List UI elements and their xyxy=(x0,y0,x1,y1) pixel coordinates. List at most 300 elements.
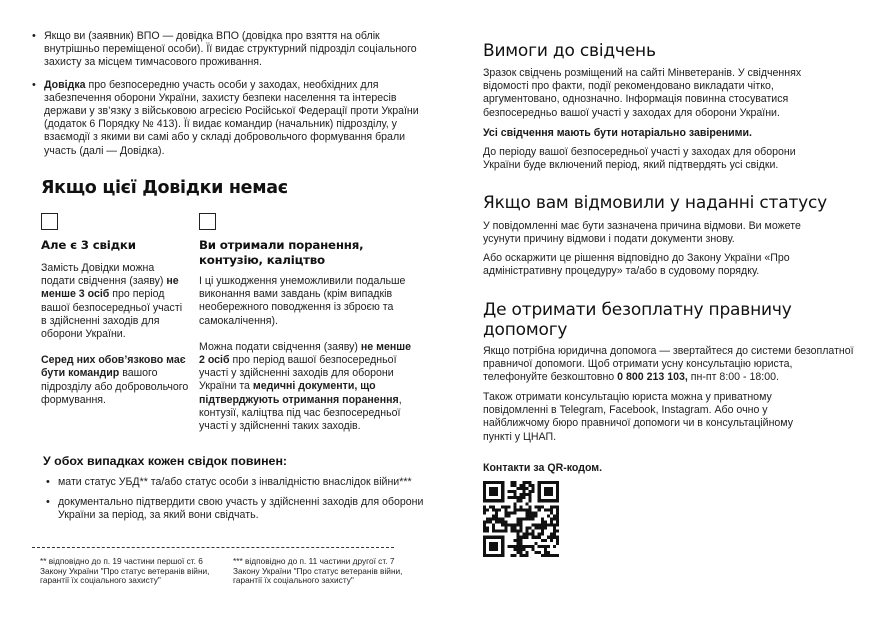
qr-module xyxy=(519,505,522,508)
qr-module xyxy=(556,505,559,508)
qr-module xyxy=(495,548,498,551)
qr-module xyxy=(486,481,489,484)
qr-module xyxy=(495,542,498,545)
section-title-no-dovidka: Якщо цієї Довідки немає xyxy=(41,178,288,198)
qr-module xyxy=(483,521,486,524)
qr-module xyxy=(501,524,504,527)
option-witnesses-p2-text: вашого підрозділу або добровольчого формування. xyxy=(41,367,189,406)
qr-module xyxy=(483,527,486,530)
witness-bullet-document-text: документально підтвердити свою участь у здійсненні заходів для оборони України за період, за який вони свідчать. xyxy=(58,496,424,522)
qr-module xyxy=(526,493,529,496)
qr-module xyxy=(553,505,556,508)
qr-module xyxy=(544,493,547,496)
qr-module xyxy=(532,517,535,520)
qr-module xyxy=(516,487,519,490)
qr-module xyxy=(556,554,559,557)
option-witnesses-p1-bold: не менше 3 осіб xyxy=(41,275,179,301)
qr-module xyxy=(519,545,522,548)
qr-module xyxy=(541,545,544,548)
qr-module xyxy=(541,499,544,502)
qr-module xyxy=(529,517,532,520)
qr-module xyxy=(532,524,535,527)
qr-module xyxy=(556,530,559,533)
qr-module xyxy=(489,493,492,496)
qr-module xyxy=(523,517,526,520)
qr-module xyxy=(526,502,529,505)
qr-module xyxy=(535,551,538,554)
qr-module xyxy=(535,527,538,530)
qr-module xyxy=(483,545,486,548)
qr-module xyxy=(483,539,486,542)
qr-module xyxy=(519,536,522,539)
qr-module xyxy=(529,499,532,502)
qr-module xyxy=(541,527,544,530)
qr-module xyxy=(519,496,522,499)
option-witnesses-p1 xyxy=(41,262,189,341)
qr-module xyxy=(523,490,526,493)
qr-module xyxy=(538,487,541,490)
qr-module xyxy=(553,536,556,539)
qr-module xyxy=(553,481,556,484)
qr-module xyxy=(523,487,526,490)
qr-module xyxy=(529,505,532,508)
qr-module xyxy=(492,487,495,490)
qr-module xyxy=(495,490,498,493)
qr-module xyxy=(498,521,501,524)
qr-module xyxy=(483,508,486,511)
qr-module xyxy=(501,505,504,508)
qr-module xyxy=(523,493,526,496)
qr-module xyxy=(510,511,513,514)
qr-module xyxy=(507,524,510,527)
qr-module xyxy=(523,554,526,557)
qr-module xyxy=(513,505,516,508)
qr-module xyxy=(550,517,553,520)
option-witnesses xyxy=(41,238,191,407)
qr-module xyxy=(538,490,541,493)
qr-module xyxy=(538,484,541,487)
qr-module xyxy=(523,508,526,511)
qr-module xyxy=(544,527,547,530)
legal-aid-p1 xyxy=(483,345,858,385)
qr-module xyxy=(519,554,522,557)
qr-module xyxy=(489,521,492,524)
qr-module xyxy=(489,536,492,539)
qr-module xyxy=(498,517,501,520)
qr-module xyxy=(556,493,559,496)
qr-module xyxy=(538,508,541,511)
qr-module xyxy=(513,508,516,511)
qr-module xyxy=(526,536,529,539)
qr-module xyxy=(513,548,516,551)
qr-module xyxy=(483,493,486,496)
qr-module xyxy=(495,517,498,520)
qr-module xyxy=(495,493,498,496)
qr-module xyxy=(532,484,535,487)
qr-module xyxy=(535,505,538,508)
option-injury-p2-c: про період вашої безпосередньої участі у здійсненні заходів для оборони України та xyxy=(199,354,397,393)
qr-module xyxy=(519,484,522,487)
qr-module xyxy=(550,487,553,490)
qr-module xyxy=(535,514,538,517)
qr-module xyxy=(538,527,541,530)
qr-module xyxy=(495,536,498,539)
qr-module xyxy=(489,517,492,520)
option-witnesses-title: Але є 3 свідки xyxy=(41,238,136,252)
qr-module xyxy=(486,521,489,524)
qr-module xyxy=(535,542,538,545)
qr-module xyxy=(489,499,492,502)
qr-module xyxy=(501,542,504,545)
qr-module xyxy=(544,499,547,502)
qr-module xyxy=(513,527,516,530)
requirements-title: Вимоги до свідчень xyxy=(483,41,656,61)
qr-module xyxy=(489,554,492,557)
qr-module xyxy=(535,524,538,527)
refusal-title: Якщо вам відмовили у наданні статусу xyxy=(483,193,828,213)
qr-module xyxy=(492,490,495,493)
qr-module xyxy=(519,551,522,554)
qr-module xyxy=(547,490,550,493)
qr-module xyxy=(544,524,547,527)
qr-module xyxy=(544,487,547,490)
qr-module xyxy=(483,487,486,490)
qr-module xyxy=(519,530,522,533)
qr-module xyxy=(507,514,510,517)
qr-module xyxy=(504,505,507,508)
qr-module xyxy=(516,524,519,527)
qr-module xyxy=(489,487,492,490)
qr-module xyxy=(556,490,559,493)
qr-module xyxy=(504,508,507,511)
qr-module xyxy=(538,551,541,554)
qr-module xyxy=(538,536,541,539)
qr-module xyxy=(519,539,522,542)
requirements-notary: Усі свідчення мають бути нотаріально завіреними. xyxy=(483,127,752,139)
qr-module xyxy=(516,536,519,539)
qr-module xyxy=(495,521,498,524)
qr-module xyxy=(553,514,556,517)
option-injury-p2-b: не менше 2 осіб xyxy=(199,340,411,367)
qr-module xyxy=(538,499,541,502)
qr-module xyxy=(541,533,544,536)
qr-module xyxy=(495,530,498,533)
requirements-p3: До періоду вашої безпосередньої участі у заходах для оборони України буде включений період, який підтвердять усі свідки. xyxy=(483,146,796,172)
qr-module xyxy=(492,524,495,527)
qr-module xyxy=(495,554,498,557)
witness-bullet-status xyxy=(44,476,424,489)
qr-module xyxy=(513,539,516,542)
qr-module xyxy=(556,484,559,487)
qr-module xyxy=(510,484,513,487)
qr-module xyxy=(556,536,559,539)
qr-module xyxy=(492,493,495,496)
qr-module xyxy=(523,496,526,499)
qr-module xyxy=(495,487,498,490)
qr-module xyxy=(547,487,550,490)
qr-module xyxy=(513,496,516,499)
qr-module xyxy=(486,536,489,539)
qr-module xyxy=(489,545,492,548)
qr-module xyxy=(519,517,522,520)
intro-bullet-vpo xyxy=(30,30,420,70)
qr-module xyxy=(501,554,504,557)
qr-module xyxy=(510,490,513,493)
qr-module xyxy=(556,524,559,527)
qr-module xyxy=(486,530,489,533)
qr-module xyxy=(492,505,495,508)
qr-module xyxy=(498,536,501,539)
qr-module xyxy=(547,508,550,511)
qr-module xyxy=(495,514,498,517)
qr-module xyxy=(492,530,495,533)
qr-module xyxy=(492,514,495,517)
qr-module xyxy=(495,545,498,548)
qr-module xyxy=(501,493,504,496)
option-witnesses-p2-bold: Серед них обов’язково має бути командир xyxy=(41,354,186,380)
qr-module xyxy=(547,524,550,527)
qr-module xyxy=(553,533,556,536)
qr-module xyxy=(483,496,486,499)
qr-module xyxy=(519,527,522,530)
qr-module xyxy=(538,545,541,548)
qr-module xyxy=(547,551,550,554)
qr-module xyxy=(553,545,556,548)
qr-module xyxy=(498,530,501,533)
qr-module xyxy=(529,533,532,536)
qr-module xyxy=(510,481,513,484)
qr-module xyxy=(529,493,532,496)
qr-module xyxy=(483,484,486,487)
qr-module xyxy=(492,542,495,545)
qr-module xyxy=(519,493,522,496)
qr-module xyxy=(556,496,559,499)
qr-module xyxy=(507,496,510,499)
qr-module xyxy=(489,481,492,484)
qr-module xyxy=(529,484,532,487)
qr-module xyxy=(507,545,510,548)
qr-module xyxy=(538,533,541,536)
checkbox-option-injury[interactable] xyxy=(199,213,216,230)
qr-module xyxy=(513,524,516,527)
qr-module xyxy=(501,499,504,502)
qr-module xyxy=(547,481,550,484)
qr-module xyxy=(504,527,507,530)
qr-module xyxy=(501,521,504,524)
qr-module xyxy=(550,505,553,508)
qr-module xyxy=(510,545,513,548)
refusal-p1: У повідомленні має бути зазначена причина відмови. Ви можете усунути причину відмови і подати документи знову. xyxy=(483,220,801,246)
qr-module xyxy=(483,551,486,554)
qr-module xyxy=(495,511,498,514)
qr-module xyxy=(526,487,529,490)
qr-module xyxy=(538,505,541,508)
qr-module xyxy=(526,530,529,533)
qr-module xyxy=(553,530,556,533)
qr-module xyxy=(510,524,513,527)
qr-module xyxy=(486,527,489,530)
qr-module xyxy=(486,508,489,511)
qr-module xyxy=(556,521,559,524)
qr-module xyxy=(547,554,550,557)
qr-module xyxy=(486,554,489,557)
qr-module xyxy=(489,505,492,508)
qr-module xyxy=(523,484,526,487)
qr-module xyxy=(556,511,559,514)
qr-module xyxy=(492,554,495,557)
qr-module xyxy=(504,521,507,524)
qr-module xyxy=(529,496,532,499)
witness-title: У обох випадках кожен свідок повинен: xyxy=(43,454,288,468)
qr-module xyxy=(489,542,492,545)
qr-module xyxy=(507,505,510,508)
qr-module xyxy=(535,536,538,539)
qr-module xyxy=(553,499,556,502)
legal-aid-hours: пн-пт 8:00 - 18:00. xyxy=(687,371,779,384)
qr-module xyxy=(504,514,507,517)
qr-module xyxy=(516,545,519,548)
qr-code-icon[interactable] xyxy=(483,481,559,557)
option-injury-p2-a: Можна подати свідчення (заяву) xyxy=(199,340,361,353)
qr-module xyxy=(492,548,495,551)
option-injury-p1: І ці ушкодження унеможливили подальше виконання вами завдань (крім випадків необережного поводження із зброєю та самокалічення). xyxy=(199,275,406,327)
requirements-p1: Зразок свідчень розміщений на сайті Мінветеранів. У свідченнях відомості про факти, події рекомендовано викладати чітко, аргументовано, однозначно. Інформація повинна стосуватися безпосередньо вашої участі у заходах для оборони України. xyxy=(483,67,802,119)
qr-module xyxy=(556,508,559,511)
qr-module xyxy=(519,524,522,527)
qr-module xyxy=(538,493,541,496)
qr-module xyxy=(486,499,489,502)
qr-module xyxy=(538,481,541,484)
qr-module xyxy=(556,499,559,502)
legal-aid-p1-text: Якщо потрібна юридична допомога — звертайтеся до системи безоплатної правничої допомоги. Щоб отримати усну консультацію юриста, телефонуйте безкоштовно xyxy=(483,345,854,384)
option-injury-p2-d: медичні документи, що підтверджують отримання поранення xyxy=(199,380,399,406)
qr-module xyxy=(544,545,547,548)
qr-module xyxy=(513,545,516,548)
option-injury xyxy=(199,238,429,433)
qr-module xyxy=(532,530,535,533)
qr-module xyxy=(513,511,516,514)
qr-module xyxy=(529,511,532,514)
qr-module xyxy=(550,539,553,542)
footnote-ubd: ** відповідно до п. 19 частини першої ст. 6 Закону України "Про статус ветеранів війни, гарантії їх соціального захисту" xyxy=(40,556,210,586)
option-injury-p2-e: , контузії, каліцтва під час безпосередньої участі у здійсненні таких заходів. xyxy=(199,393,402,433)
intro-bullet-vpo-text: Якщо ви (заявник) ВПО — довідка ВПО (довідка про взяття на облік внутрішньо переміщеної особи). Її видає структурний підрозділ соціального захисту за місцем тимчасового проживання. xyxy=(44,30,417,69)
qr-module xyxy=(550,481,553,484)
qr-module xyxy=(483,490,486,493)
qr-module xyxy=(526,517,529,520)
qr-module xyxy=(483,505,486,508)
legal-aid-phone[interactable]: 0 800 213 103, xyxy=(617,371,688,384)
qr-module xyxy=(550,490,553,493)
option-witnesses-p1-text: Замість Довідки можна подати свідчення (заяву) xyxy=(41,262,167,288)
qr-module xyxy=(501,539,504,542)
qr-module xyxy=(544,521,547,524)
qr-module xyxy=(553,524,556,527)
qr-module xyxy=(526,533,529,536)
qr-module xyxy=(556,481,559,484)
qr-module xyxy=(513,481,516,484)
intro-bullet-list xyxy=(30,30,420,158)
qr-module xyxy=(501,545,504,548)
qr-module xyxy=(483,548,486,551)
qr-module xyxy=(550,533,553,536)
qr-module xyxy=(492,508,495,511)
qr-module xyxy=(516,508,519,511)
qr-module xyxy=(501,536,504,539)
qr-module xyxy=(541,481,544,484)
qr-module xyxy=(501,517,504,520)
qr-module xyxy=(556,517,559,520)
qr-module xyxy=(513,484,516,487)
qr-module xyxy=(510,554,513,557)
qr-module xyxy=(513,554,516,557)
qr-module xyxy=(550,508,553,511)
qr-module xyxy=(516,539,519,542)
qr-module xyxy=(498,508,501,511)
qr-module xyxy=(556,542,559,545)
qr-module xyxy=(516,548,519,551)
qr-module xyxy=(523,481,526,484)
qr-module xyxy=(544,481,547,484)
qr-module xyxy=(495,499,498,502)
qr-module xyxy=(489,548,492,551)
witness-bullet-list xyxy=(44,476,424,523)
qr-module xyxy=(529,545,532,548)
qr-module xyxy=(544,508,547,511)
qr-module xyxy=(526,514,529,517)
qr-module xyxy=(541,505,544,508)
qr-module xyxy=(501,551,504,554)
qr-module xyxy=(553,554,556,557)
qr-module xyxy=(550,536,553,539)
qr-module xyxy=(516,499,519,502)
qr-module xyxy=(501,530,504,533)
qr-module xyxy=(507,511,510,514)
qr-module xyxy=(541,530,544,533)
qr-module xyxy=(541,521,544,524)
qr-module xyxy=(504,524,507,527)
qr-module xyxy=(532,545,535,548)
qr-module xyxy=(547,493,550,496)
qr-module xyxy=(535,511,538,514)
qr-module xyxy=(526,508,529,511)
refusal-p2: Або оскаржити це рішення відповідно до Закону України «Про адміністративну процедуру» та/або в судовому порядку. xyxy=(483,252,790,278)
qr-module xyxy=(519,548,522,551)
qr-module xyxy=(513,490,516,493)
qr-module xyxy=(544,548,547,551)
qr-module xyxy=(550,511,553,514)
option-injury-title: Ви отримали поранення, контузію, каліцтво xyxy=(199,238,364,267)
qr-module xyxy=(507,490,510,493)
qr-module xyxy=(492,499,495,502)
qr-module xyxy=(547,514,550,517)
qr-module xyxy=(526,554,529,557)
qr-module xyxy=(553,527,556,530)
qr-module xyxy=(483,499,486,502)
footnote-divider xyxy=(32,547,394,548)
qr-module xyxy=(532,514,535,517)
qr-module xyxy=(532,511,535,514)
qr-module xyxy=(532,490,535,493)
qr-module xyxy=(523,548,526,551)
qr-module xyxy=(483,530,486,533)
checkbox-option-witnesses[interactable] xyxy=(41,213,58,230)
qr-module xyxy=(495,508,498,511)
qr-module xyxy=(483,524,486,527)
qr-module xyxy=(510,496,513,499)
qr-module xyxy=(483,554,486,557)
qr-module xyxy=(541,554,544,557)
